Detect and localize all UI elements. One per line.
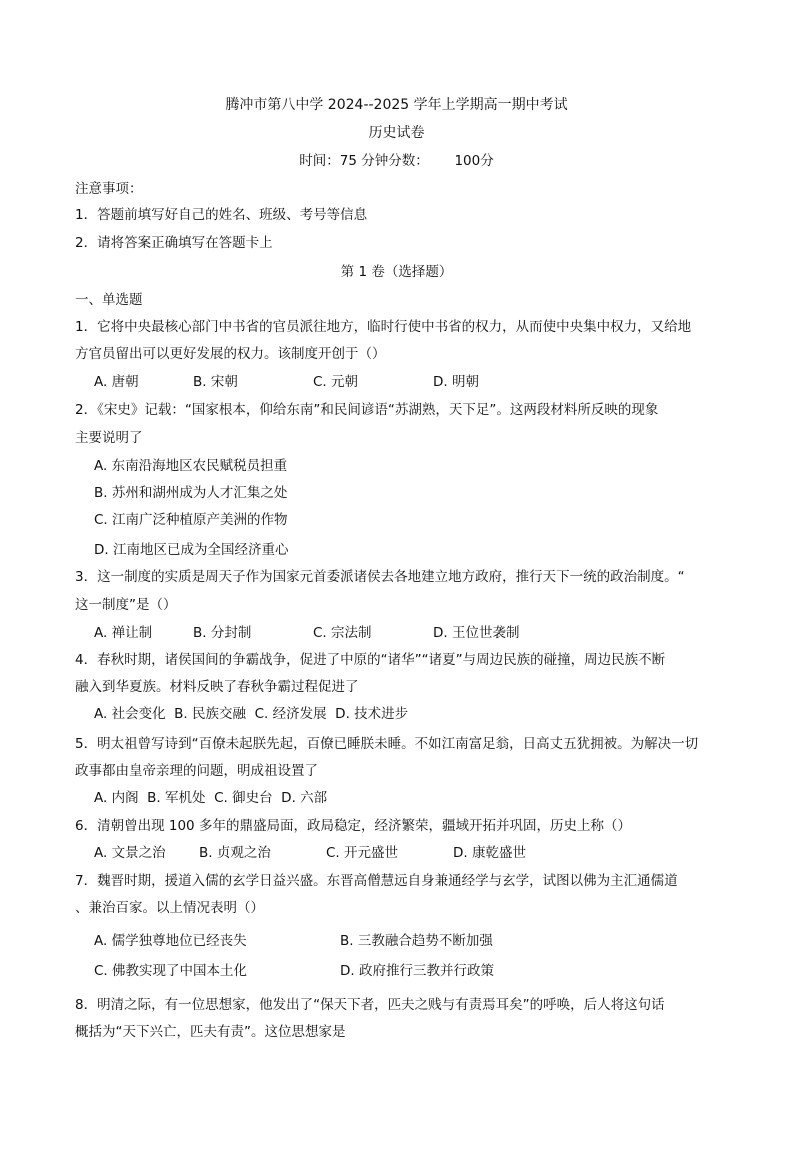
question-line: 方官员留出可以更好发展的权力。该制度开创于（） — [75, 346, 386, 362]
question-line: 政事都由皇帝亲理的问题，明成祖设置了 — [75, 763, 318, 779]
notice-heading: 注意事项： — [75, 181, 143, 197]
option-d: D. 明朝 — [433, 374, 479, 390]
option-b: B. 三教融合趋势不断加强 — [340, 933, 493, 949]
option-b: B. 苏州和湖州成为人才汇集之处 — [94, 485, 288, 501]
part-heading: 一、单选题 — [75, 292, 143, 308]
option-d: D. 江南地区已成为全国经济重心 — [94, 542, 289, 558]
volume-heading: 第 1 卷（选择题） — [340, 264, 453, 280]
option-d: D. 政府推行三教并行政策 — [340, 963, 494, 979]
option-c: C. 佛教实现了中国本土化 — [94, 963, 248, 979]
question-line: 7．魏晋时期，援道入儒的玄学日益兴盛。东晋高僧慧远自身兼通经学与玄学，试图以佛为主汇通儒道 — [75, 873, 678, 889]
exam-subject: 历史试卷 — [368, 125, 425, 141]
option-a: A. 文景之治 — [94, 845, 166, 861]
notice-item: 1．答题前填写好自己的姓名、班级、考号等信息 — [75, 207, 368, 223]
option-d: D. 王位世袭制 — [433, 625, 520, 641]
question-line: 主要说明了 — [75, 430, 143, 446]
option-b: B. 宋朝 — [193, 374, 238, 390]
option-b: B. 贞观之治 — [199, 845, 271, 861]
option-d: D. 康乾盛世 — [453, 845, 526, 861]
option-c: C. 江南广泛种植原产美洲的作物 — [94, 512, 288, 528]
question-line: 这一制度”是（） — [75, 597, 177, 613]
options-line: A. 内阁 B. 军机处 C. 御史台 D. 六部 — [94, 790, 328, 806]
option-c: C. 元朝 — [313, 374, 359, 390]
question-line: 3．这一制度的实质是周天子作为国家元首委派诸侯去各地建立地方政府，推行天下一统的政治制度。“ — [75, 569, 685, 585]
options-line: A. 社会变化 B. 民族交融 C. 经济发展 D. 技术进步 — [94, 706, 409, 722]
option-a: A. 东南沿海地区农民赋税员担重 — [94, 458, 288, 474]
question-line: 6．清朝曾出现 100 多年的鼎盛局面，政局稳定，经济繁荣，疆域开拓并巩固，历史上称（） — [75, 818, 631, 834]
question-line: 5．明太祖曾写诗到“百僚未起朕先起，百僚已睡朕未睡。不如江南富足翁，日高丈五犹拥被。为解决一切 — [75, 736, 699, 752]
question-line: 4．春秋时期，诸侯国间的争霸战争，促进了中原的“诸华”“诸夏”与周边民族的碰撞，周边民族不断 — [75, 652, 666, 668]
question-line: 1．它将中央最核心部门中书省的官员派往地方，临时行使中书省的权力，从而使中央集中权力，又给地 — [75, 319, 692, 335]
question-line: 、兼治百家。以上情况表明（） — [75, 900, 264, 916]
question-line: 概括为“天下兴亡，匹夫有责”。这位思想家是 — [75, 1024, 346, 1040]
option-c: C. 宗法制 — [313, 625, 372, 641]
option-b: B. 分封制 — [193, 625, 252, 641]
question-line: 8．明清之际，有一位思想家，他发出了“保天下者，匹夫之贱与有责焉耳矣”的呼唤，后人将这句话 — [75, 997, 665, 1013]
option-c: C. 开元盛世 — [326, 845, 399, 861]
option-a: A. 禅让制 — [94, 625, 153, 641]
exam-title: 腾冲市第八中学 2024--2025 学年上学期高一期中考试 — [225, 97, 568, 113]
question-line: 融入到华夏族。材料反映了春秋争霸过程促进了 — [75, 679, 359, 695]
exam-time-score: 时间：75 分钟分数： 100分 — [299, 153, 494, 169]
option-a: A. 唐朝 — [94, 374, 139, 390]
question-line: 2．《宋史》记载：“国家根本，仰给东南”和民间谚语“苏湖熟，天下足”。这两段材料所反映的现象 — [75, 402, 659, 418]
option-a: A. 儒学独尊地位已经丧失 — [94, 933, 247, 949]
notice-item: 2．请将答案正确填写在答题卡上 — [75, 235, 273, 251]
